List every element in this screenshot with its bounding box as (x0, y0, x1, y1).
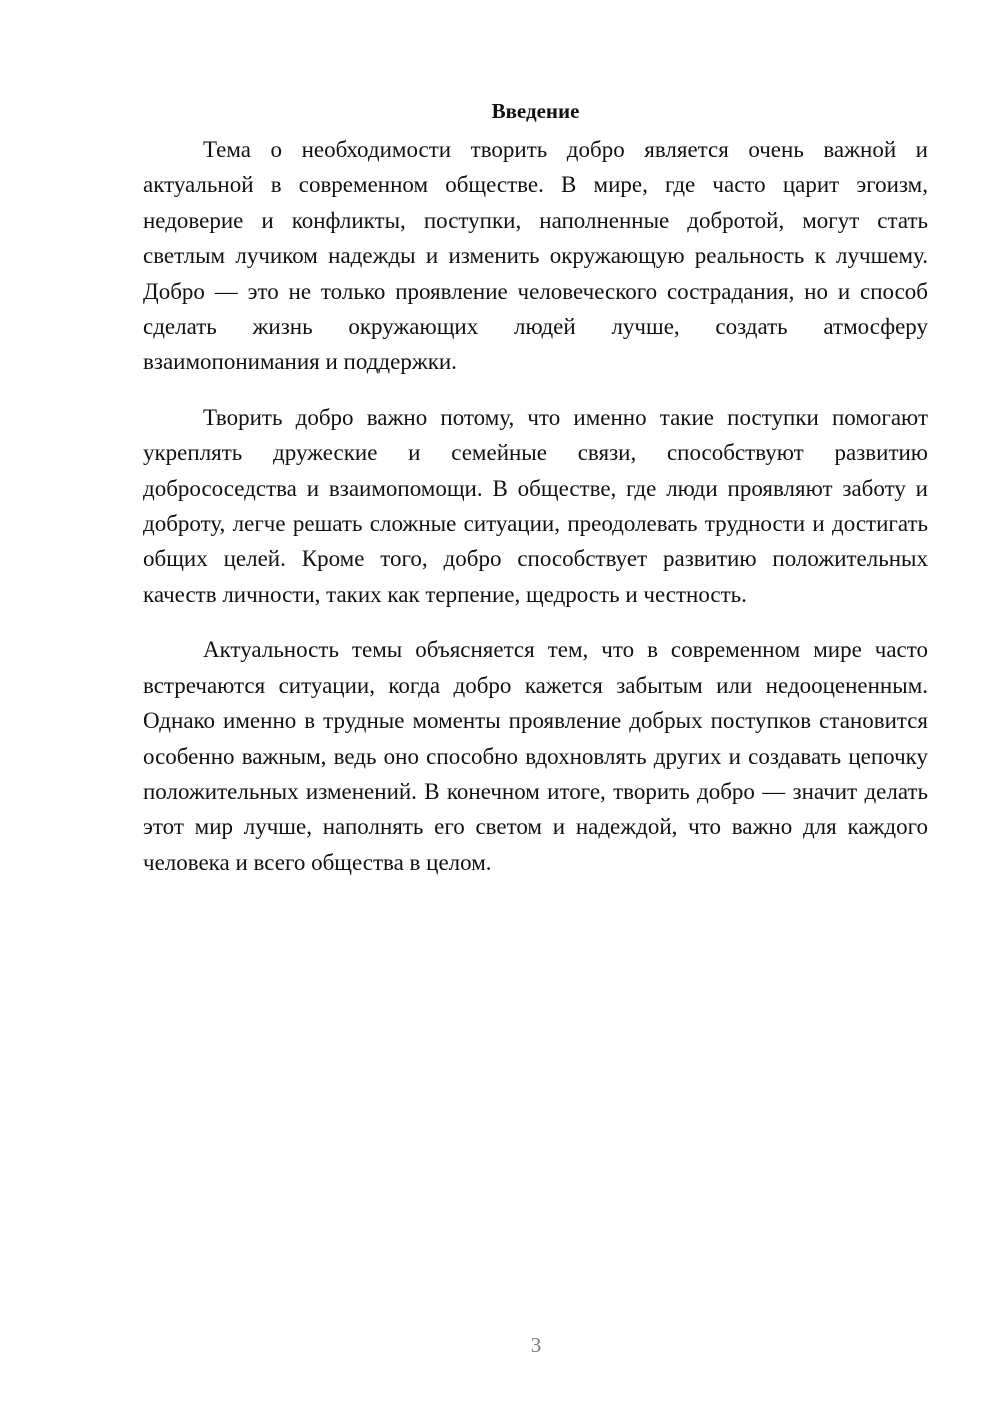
page-content (143, 96, 928, 900)
section-title: Введение (491, 99, 580, 123)
paragraph-2: Творить добро важно потому, что именно такие поступки помогают укреплять дружеские и семейные связи, способствуют развитию добрососедства и взаимопомощи. В обществе, где люди проявляют заботу и доброту, легче решать сложные ситуации, преодолевать трудности и достигать общих целей. Кроме того, добро способствует развитию положительных качеств личности, таких как терпение, щедрость и честность. (143, 404, 928, 607)
paragraph-3: Актуальность темы объясняется тем, что в современном мире часто встречаются ситуации, когда добро кажется забытым или недооцененным. Однако именно в трудные моменты проявление добрых поступков становится особенно важным, ведь оно способно вдохновлять других и создавать цепочку положительных изменений. В конечном итоге, творить добро — значит делать этот мир лучше, наполнять его светом и надеждой, что важно для каждого человека и всего общества в целом. (143, 637, 928, 875)
page-number: 3 (530, 1333, 542, 1357)
paragraph-1: Тема о необходимости творить добро является очень важной и актуальной в современном обществе. В мире, где часто царит эгоизм, недоверие и конфликты, поступки, наполненные добротой, могут стать светлым лучиком надежды и изменить окружающую реальность к лучшему. Добро — это не только проявление человеческого сострадания, но и способ сделать жизнь окружающих людей лучше, создать атмосферу взаимопонимания и поддержки. (143, 137, 928, 375)
